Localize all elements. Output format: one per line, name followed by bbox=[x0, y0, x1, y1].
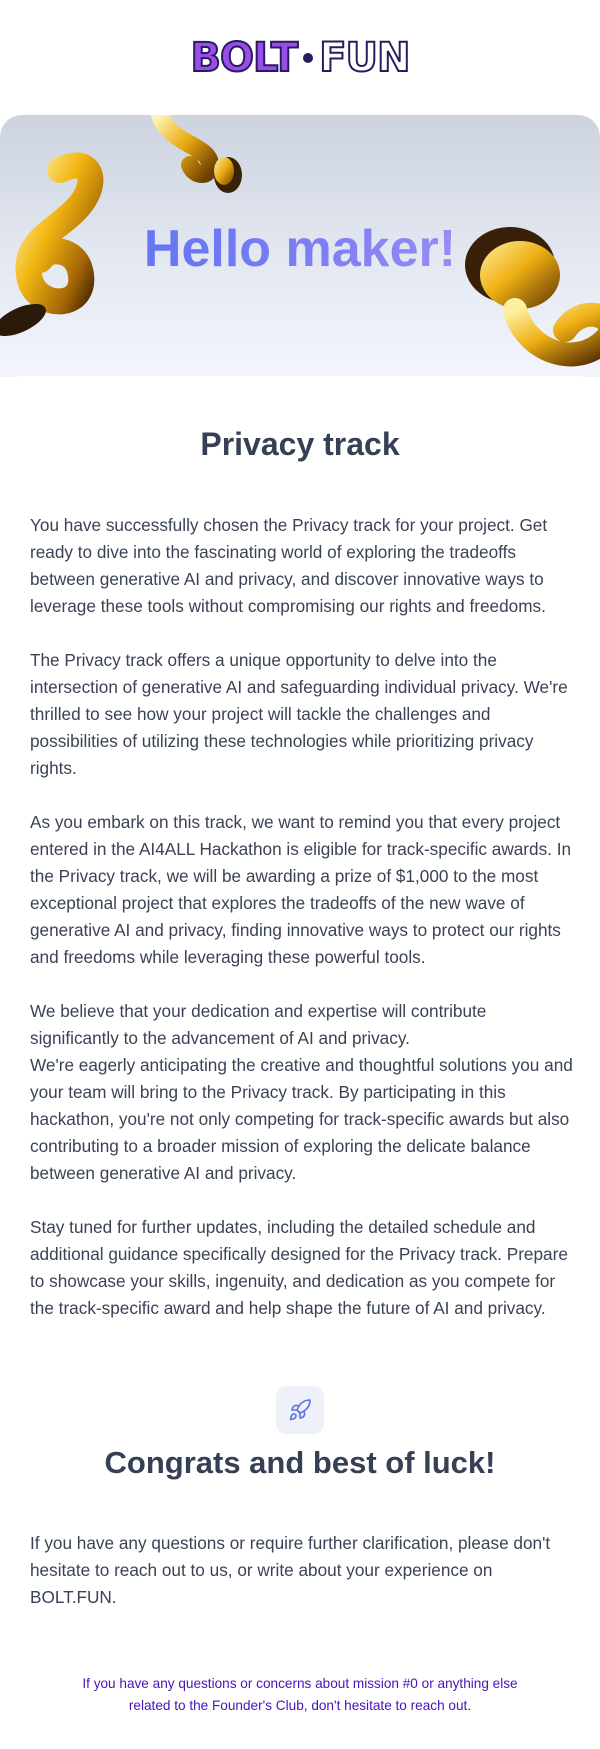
footer-contact-note[interactable]: If you have any questions or concerns about mission #0 or anything else related to the Founder's Club, don't hesitate to reach out. bbox=[82, 1676, 518, 1713]
track-paragraph: The Privacy track offers a unique opportunity to delve into the intersection of generative AI and safeguarding individual privacy. We're thrilled to see how your project will tackle the challenges and possibilities of utilizing these technologies while prioritizing privacy rights. bbox=[30, 650, 568, 778]
logo-fun-text: FUN bbox=[319, 34, 410, 81]
trophy-icon bbox=[150, 115, 250, 205]
track-title: Privacy track bbox=[200, 426, 400, 462]
rocket-icon bbox=[288, 1398, 312, 1422]
logo-dot bbox=[303, 53, 313, 63]
track-paragraph: You have successfully chosen the Privacy track for your project. Get ready to dive into the fascinating world of exploring the tradeoffs between generative AI and privacy, and discover innovative ways to leverage these tools without compromising our rights and freedoms. bbox=[30, 515, 548, 616]
hero-banner bbox=[0, 115, 600, 377]
track-paragraph: We believe that your dedication and expertise will contribute significantly to the advancement of AI and privacy. bbox=[30, 1001, 487, 1048]
track-paragraph: As you embark on this track, we want to remind you that every project entered in the AI4ALL Hackathon is eligible for track-specific awards. In the Privacy track, we will be awarding a prize of $1,000 to the most exceptional project that explores the tradeoffs of the new wave of generative AI and privacy, finding innovative ways to protect our rights and freedoms while leveraging these powerful tools. bbox=[30, 812, 572, 967]
header bbox=[0, 0, 600, 115]
logo-bolt-text: BOLT bbox=[190, 34, 298, 81]
congrats-paragraph: If you have any questions or require further clarification, please don't hesitate to reach out to us, or write about your experience on BOLT.FUN. bbox=[30, 1533, 551, 1607]
bolt-fun-logo[interactable] bbox=[190, 34, 410, 81]
track-paragraph: We're eagerly anticipating the creative and thoughtful solutions you and your team will bring to the Privacy track. By participating in this hackathon, you're not only competing for track-specific awards but also contributing to a broader mission of exploring the delicate balance between generative AI and privacy. bbox=[30, 1055, 573, 1183]
hero-title: Hello maker! bbox=[0, 223, 600, 275]
track-paragraph: Stay tuned for further updates, including the detailed schedule and additional guidance specifically designed for the Privacy track. Prepare to showcase your skills, ingenuity, and dedication as you compete for the track-specific award and help shape the future of AI and privacy. bbox=[30, 1217, 568, 1318]
congrats-title: Congrats and best of luck! bbox=[104, 1445, 496, 1480]
rocket-badge bbox=[276, 1386, 324, 1434]
